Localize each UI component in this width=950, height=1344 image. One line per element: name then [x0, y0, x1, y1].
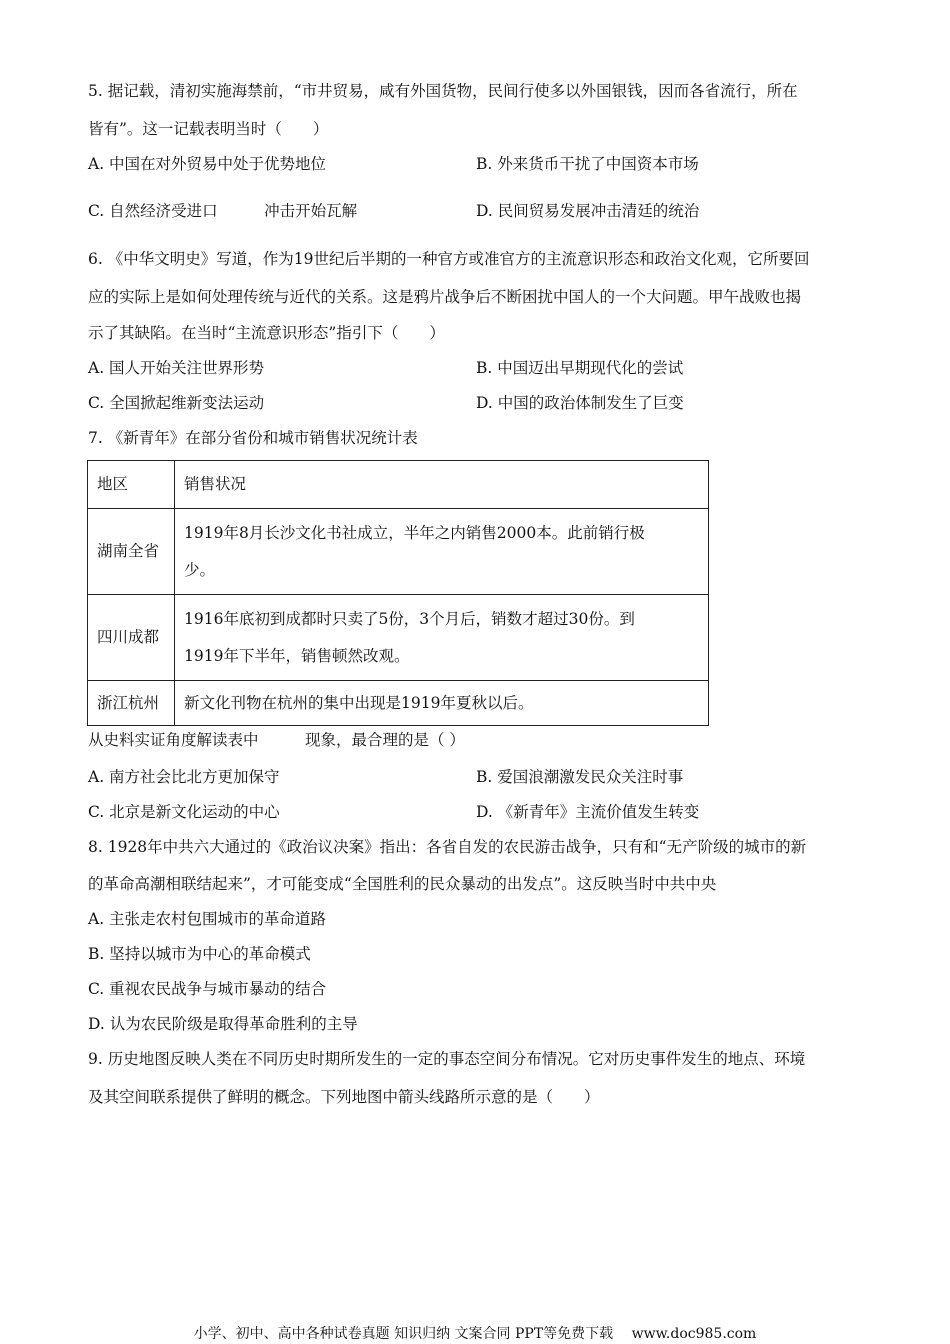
q8-stem-line-1: 8. 1928年中共六大通过的《政治议决案》指出：各省自发的农民游击战争，只有和“无产阶级的城市的新: [88, 838, 807, 856]
header-status: 销售状况: [175, 461, 709, 509]
q6-option-d: D. 中国的政治体制发生了巨变: [476, 394, 684, 412]
q6-stem-line-1: 6. 《中华文明史》写道，作为19世纪后半期的一种官方或准官方的主流意识形态和政治文化观，它所要回: [88, 250, 810, 268]
sales-table: [87, 460, 709, 726]
q6-option-c: C. 全国掀起维新变法运动: [88, 394, 265, 412]
q5-stem-line-1: 5. 据记载，清初实施海禁前，“市井贸易，咸有外国货物，民间行使多以外国银钱，因而各省流行，所在: [88, 82, 798, 100]
q6-option-b: B. 中国迈出早期现代化的尝试: [476, 359, 684, 377]
table-header-row: [88, 461, 709, 509]
table-row: [88, 681, 709, 726]
q7-option-a: A. 南方社会比北方更加保守: [88, 768, 280, 786]
row-region: 四川成都: [88, 595, 175, 681]
q9-stem-line-1: 9. 历史地图反映人类在不同历史时期所发生的一定的事态空间分布情况。它对历史事件发生的地点、环境: [88, 1050, 806, 1068]
q5-option-d: D. 民间贸易发展冲击清廷的统治: [476, 202, 700, 220]
q8-option-c: C. 重视农民战争与城市暴动的结合: [88, 980, 327, 998]
q6-stem-line-3: 示了其缺陷。在当时“主流意识形态”指引下（ ）: [88, 324, 445, 342]
q7-question: 从史料实证角度解读表中 现象，最合理的是（ ）: [88, 731, 465, 749]
q5-option-b: B. 外来货币干扰了中国资本市场: [476, 155, 699, 173]
header-region: 地区: [88, 461, 175, 509]
q8-option-a: A. 主张走农村包围城市的革命道路: [88, 910, 327, 928]
row-status: [175, 595, 709, 681]
row-status-line: 1916年底初到成都时只卖了5份，3个月后，销数才超过30份。到: [184, 609, 635, 628]
q9-stem-line-2: 及其空间联系提供了鲜明的概念。下列地图中箭头线路所示意的是（ ）: [88, 1088, 600, 1106]
q5-option-c: C. 自然经济受进口 冲击开始瓦解: [88, 202, 358, 220]
q7-option-d: D. 《新青年》主流价值发生转变: [476, 803, 700, 821]
page-footer: 小学、初中、高中各种试卷真题 知识归纳 文案合同 PPT等免费下载 www.doc985.com: [193, 1326, 757, 1342]
row-region: 浙江杭州: [88, 681, 175, 726]
q7-title: 7. 《新青年》在部分省份和城市销售状况统计表: [88, 429, 418, 447]
row-status-line: 1919年8月长沙文化书社成立，半年之内销售2000本。此前销行极: [184, 523, 645, 542]
table-row: [88, 595, 709, 681]
q8-option-b: B. 坚持以城市为中心的革命模式: [88, 945, 311, 963]
q6-stem-line-2: 应的实际上是如何处理传统与近代的关系。这是鸦片战争后不断困扰中国人的一个大问题。甲午战败也揭: [88, 288, 802, 306]
row-status: [175, 509, 709, 595]
row-status-line: 1919年下半年，销售顿然改观。: [184, 646, 410, 665]
q7-option-b: B. 爱国浪潮激发民众关注时事: [476, 768, 684, 786]
table-row: [88, 509, 709, 595]
row-region: 湖南全省: [88, 509, 175, 595]
q5-option-a: A. 中国在对外贸易中处于优势地位: [88, 155, 327, 173]
q5-stem-line-2: 皆有”。这一记载表明当时（ ）: [88, 120, 329, 138]
q8-stem-line-2: 的革命高潮相联结起来”，才可能变成“全国胜利的民众暴动的出发点”。这反映当时中共中央: [88, 875, 717, 893]
q8-option-d: D. 认为农民阶级是取得革命胜利的主导: [88, 1015, 358, 1033]
q6-option-a: A. 国人开始关注世界形势: [88, 359, 265, 377]
q7-option-c: C. 北京是新文化运动的中心: [88, 803, 280, 821]
row-status: 新文化刊物在杭州的集中出现是1919年夏秋以后。: [175, 681, 709, 726]
row-status-line: 少。: [184, 560, 216, 579]
